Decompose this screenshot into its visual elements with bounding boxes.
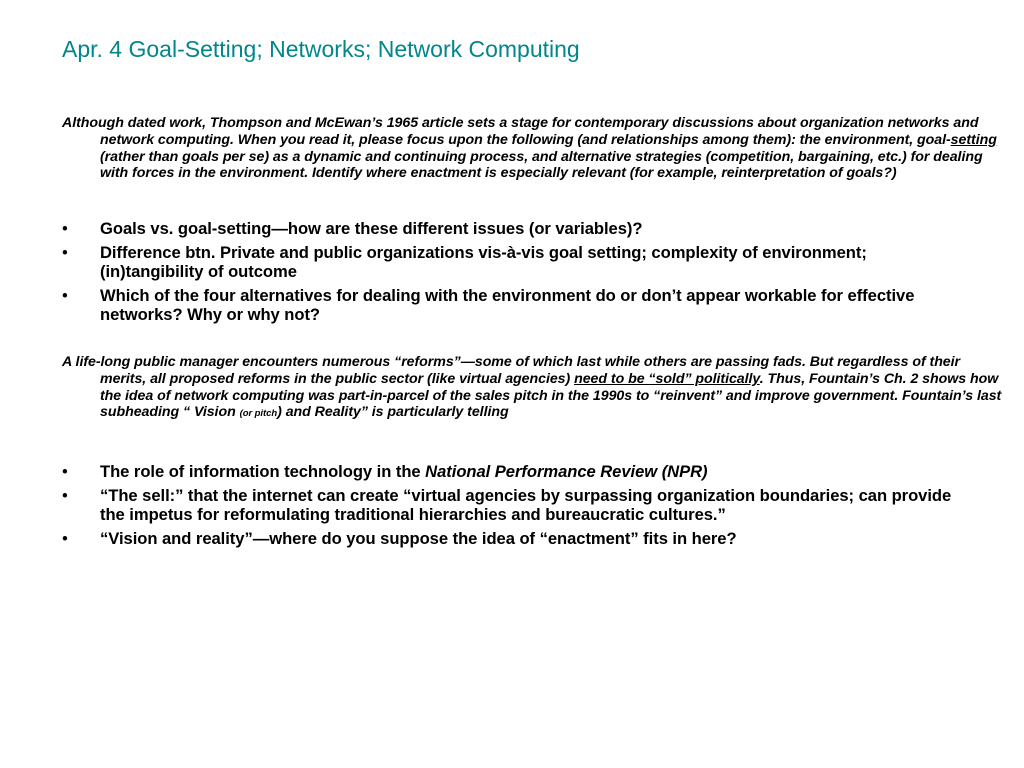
- intro-text-part1: Although dated work, Thompson and McEwan’s 1965 article sets a stage for contemporary discussions about organization networks and network computing. When you read it, please focus upon the following (and relationships among them): the environment, goal-: [62, 115, 979, 148]
- list-item: [62, 529, 972, 549]
- bullet-list-2: [62, 462, 972, 552]
- bullet-dot: •: [62, 219, 68, 238]
- reform-text-part3: ) and Reality” is particularly telling: [277, 404, 509, 421]
- bullet-dot: •: [62, 285, 68, 305]
- list-item: [62, 462, 972, 482]
- bullet-text-prefix: The role of information technology in the: [100, 462, 426, 481]
- list-item: [62, 219, 972, 239]
- bullet-dot: •: [62, 242, 68, 262]
- reform-text-part2: . Thus, Fountain’s Ch. 2 shows how the idea of network computing was part-in-parcel of the sales pitch in the 1990s to “reinvent” and improve government. Fountain’s last subheading “ Vision: [100, 370, 1002, 421]
- list-item: [62, 486, 972, 525]
- reform-underlined-sold: need to be “sold” politically: [574, 370, 760, 387]
- slide-title: Apr. 4 Goal-Setting; Networks; Network Computing: [62, 36, 580, 62]
- bullet-text: “The sell:” that the internet can create “virtual agencies by surpassing organization boundaries; can provide the impetus for reformulating traditional hierarchies and bureaucratic cultures.”: [100, 485, 952, 524]
- list-item: [62, 243, 972, 282]
- intro-text-part2: (rather than goals per se) as a dynamic and continuing process, and alternative strategies (competition, bargaining, etc.) for dealing with forces in the environment. Identify where enactment is especially relevant (for example, reinterpretation of goals?): [100, 148, 983, 182]
- intro-underlined-setting: setting: [950, 131, 997, 148]
- reform-text-part1: A life-long public manager encounters numerous “reforms”—some of which last while others are passing fads. But regardless of their merits, all proposed reforms in the public sector (like virtual agencies): [62, 354, 961, 387]
- reform-small-pitch: (or pitch: [239, 408, 278, 420]
- bullet-dot: •: [62, 528, 68, 548]
- bullet-dot: •: [62, 485, 68, 505]
- bullet-text: “Vision and reality”—where do you suppose the idea of “enactment” fits in here?: [100, 528, 737, 548]
- bullet-dot: •: [62, 462, 68, 481]
- bullet-text: Goals vs. goal-setting—how are these different issues (or variables)?: [100, 219, 643, 238]
- intro-paragraph: [62, 115, 1005, 182]
- list-item: [62, 286, 972, 325]
- reform-paragraph: [62, 354, 1005, 423]
- bullet-text-npr: National Performance Review (NPR): [425, 462, 708, 481]
- bullet-text: Difference btn. Private and public organizations vis-à-vis goal setting; complexity of environment; (in)tangibility of outcome: [100, 242, 867, 281]
- bullet-text: Which of the four alternatives for dealing with the environment do or don’t appear workable for effective networks? Why or why not?: [100, 285, 915, 324]
- bullet-list-1: [62, 219, 972, 329]
